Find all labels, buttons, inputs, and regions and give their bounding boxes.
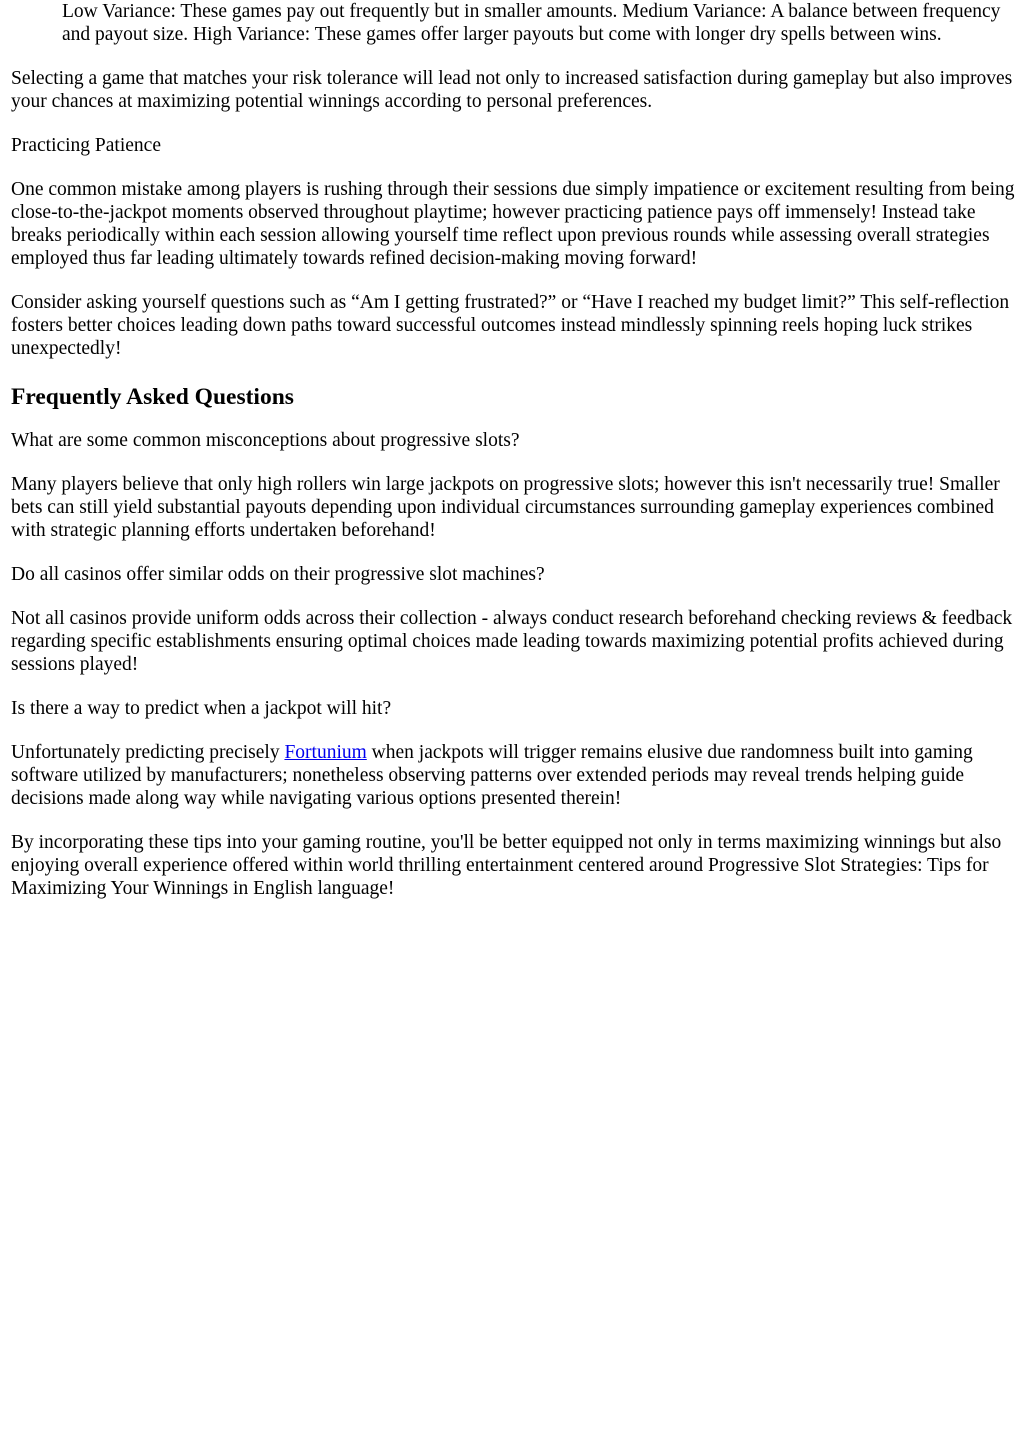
variance-list-item: Low Variance: These games pay out frequently but in smaller amounts. Medium Variance: A balance between frequency and payout size. High Variance: These games offer larger payouts but come with longer dry spells between wins. <box>62 1 1001 45</box>
faq-question: Do all casinos offer similar odds on their progressive slot machines? <box>11 564 545 585</box>
paragraph-patience: One common mistake among players is rushing through their sessions due simply impatience or excitement resulting from being close-to-the-jackpot moments observed throughout playtime; however practicing patience pays off immensely! Instead take breaks periodically within each session allowing yourself time reflect upon previous rounds while assessing overall strategies employed thus far leading ultimately towards refined decision-making moving forward! <box>11 179 1015 269</box>
faq-answer-text-before-link: Unfortunately predicting precisely <box>11 742 285 763</box>
faq-question: Is there a way to predict when a jackpot will hit? <box>11 698 392 719</box>
fortunium-link[interactable]: Fortunium <box>284 742 367 763</box>
faq-heading: Frequently Asked Questions <box>11 384 294 410</box>
article-body <box>11 0 1015 900</box>
paragraph-closing: By incorporating these tips into your gaming routine, you'll be better equipped not only in terms maximizing winnings but also enjoying overall experience offered within world thrilling entertainment centered around Progressive Slot Strategies: Tips for Maximizing Your Winnings in English language! <box>11 832 1002 899</box>
paragraph-self-reflection: Consider asking yourself questions such as “Am I getting frustrated?” or “Have I reached my budget limit?” This self-reflection fosters better choices leading down paths toward successful outcomes instead mindlessly spinning reels hoping luck strikes unexpectedly! <box>11 292 1010 359</box>
subheading-practicing-patience: Practicing Patience <box>11 135 161 156</box>
paragraph-selecting-game: Selecting a game that matches your risk tolerance will lead not only to increased satisfaction during gameplay but also improves your chances at maximizing potential winnings according to personal preferences. <box>11 68 1013 112</box>
faq-answer: Many players believe that only high rollers win large jackpots on progressive slots; however this isn't necessarily true! Smaller bets can still yield substantial payouts depending upon individual circumstances surrounding gameplay experiences combined with strategic planning efforts undertaken beforehand! <box>11 474 1000 541</box>
faq-answer <box>11 741 1015 810</box>
faq-answer-text-after-link: when jackpots will trigger remains elusive due randomness built into gaming software utilized by manufacturers; nonetheless observing patterns over extended periods may reveal trends helping guide decisions made along way while navigating various options presented therein! <box>11 742 973 809</box>
faq-question: What are some common misconceptions about progressive slots? <box>11 430 520 451</box>
variance-list <box>11 0 1015 46</box>
faq-answer: Not all casinos provide uniform odds across their collection - always conduct research beforehand checking reviews & feedback regarding specific establishments ensuring optimal choices made leading towards maximizing potential profits achieved during sessions played! <box>11 608 1013 675</box>
